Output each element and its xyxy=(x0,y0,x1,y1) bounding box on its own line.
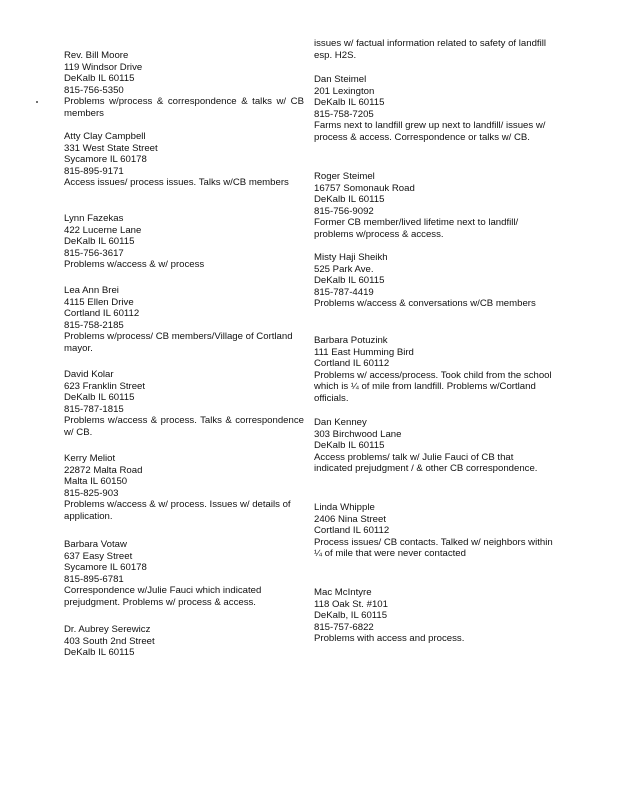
contact-entry xyxy=(314,171,554,241)
contact-name: Lea Ann Brei xyxy=(64,285,119,296)
contact-city: DeKalb IL 60115 xyxy=(64,647,135,659)
contact-city: Malta IL 60150 xyxy=(64,476,128,488)
contact-address: 637 Easy Street xyxy=(64,550,133,562)
contact-entry xyxy=(64,624,304,659)
contact-city: Cortland IL 60112 xyxy=(314,525,390,537)
contact-city: DeKalb IL 60115 xyxy=(314,275,385,287)
contact-note: Problems w/process & correspondence & talks w/ CB members xyxy=(64,96,304,119)
contact-name: Dan Steimel xyxy=(314,74,367,85)
contact-address: 118 Oak St. #101 xyxy=(314,598,388,610)
contact-phone: 815-787-1815 xyxy=(64,403,124,415)
contact-entry xyxy=(314,74,554,144)
contact-note: Problems w/access & w/ process xyxy=(64,259,205,271)
contact-name: Misty Haji Sheikh xyxy=(314,252,388,263)
contact-phone: 815-756-9092 xyxy=(314,205,374,217)
contact-name: Linda Whipple xyxy=(314,502,375,513)
contact-address: 111 East Humming Bird xyxy=(314,346,414,358)
contact-address: 22872 Malta Road xyxy=(64,464,143,476)
contact-address: 119 Windsor Drive xyxy=(64,61,143,73)
contact-name: Roger Steimel xyxy=(314,171,375,182)
contact-phone: 815-756-5350 xyxy=(64,84,124,96)
contact-phone: 815-895-9171 xyxy=(64,165,124,177)
contact-phone: 815-758-7205 xyxy=(314,108,374,120)
contact-address: 201 Lexington xyxy=(314,85,375,97)
contact-address: 16757 Somonauk Road xyxy=(314,182,415,194)
contact-note: Access issues/ process issues. Talks w/CB members xyxy=(64,177,289,189)
contact-note: Problems with access and process. xyxy=(314,633,465,645)
contact-note: Problems w/access & conversations w/CB members xyxy=(314,298,536,310)
contact-entry xyxy=(64,213,304,271)
contact-phone: 815-787-4419 xyxy=(314,286,374,298)
contact-name: Lynn Fazekas xyxy=(64,213,124,224)
contact-name: David Kolar xyxy=(64,369,114,380)
contact-entry xyxy=(314,252,554,310)
contact-note: Problems w/process/ CB members/Village of Cortland mayor. xyxy=(64,331,293,354)
contact-city: Cortland IL 60112 xyxy=(64,308,140,320)
contact-note: Correspondence w/Julie Fauci which indicated prejudgment. Problems w/ process & access. xyxy=(64,585,262,608)
contact-address: 331 West State Street xyxy=(64,142,158,154)
contact-city: DeKalb IL 60115 xyxy=(314,97,385,109)
contact-name: Kerry Meliot xyxy=(64,453,116,464)
contact-note: Process issues/ CB contacts. Talked w/ neighbors within ¼ of mile that were never contacted xyxy=(314,536,553,560)
contact-city: DeKalb IL 60115 xyxy=(64,73,135,85)
contact-note: Access problems/ talk w/ Julie Fauci of CB that indicated prejudgment / & other CB correspondence. xyxy=(314,451,538,475)
contact-city: DeKalb, IL 60115 xyxy=(314,610,388,622)
contact-name: Atty Clay Campbell xyxy=(64,131,146,142)
contact-note: issues w/ factual information related to safety of landfill esp. H2S. xyxy=(314,38,546,61)
contact-note: Problems w/access & w/ process. Issues w/ details of application. xyxy=(64,499,291,522)
contact-phone: 815-895-6781 xyxy=(64,573,124,585)
contact-name: Dr. Aubrey Serewicz xyxy=(64,624,151,635)
contact-entry xyxy=(314,502,554,560)
contact-city: Sycamore IL 60178 xyxy=(64,154,147,166)
contact-entry xyxy=(64,453,304,523)
contact-entry xyxy=(314,417,554,475)
continuation-note xyxy=(314,38,554,61)
contact-name: Dan Kenney xyxy=(314,417,367,428)
contact-phone: 815-757-6822 xyxy=(314,621,374,633)
contact-city: DeKalb IL 60115 xyxy=(314,194,385,206)
contact-address: 303 Birchwood Lane xyxy=(314,428,402,440)
contact-entry xyxy=(314,335,554,405)
contact-entry xyxy=(64,539,304,609)
contact-note: Problems w/ access/process. Took child from the school which is ¼ of mile from landfill. Problems w/Cortland officials. xyxy=(314,369,552,404)
contact-name: Barbara Potuzink xyxy=(314,335,388,346)
contact-address: 403 South 2nd Street xyxy=(64,635,155,647)
contact-name: Mac McIntyre xyxy=(314,587,372,598)
contact-address: 4115 Ellen Drive xyxy=(64,296,134,308)
contact-phone: 815-758-2185 xyxy=(64,319,124,331)
contact-city: DeKalb IL 60115 xyxy=(314,440,385,452)
contact-city: Cortland IL 60112 xyxy=(314,358,390,370)
contact-entry xyxy=(64,369,304,439)
contact-entry xyxy=(64,285,304,355)
contact-note: Problems w/access & process. Talks & correspondence w/ CB. xyxy=(64,415,304,438)
contact-city: DeKalb IL 60115 xyxy=(64,392,135,404)
contact-name: Barbara Votaw xyxy=(64,539,127,550)
contact-phone: 815-825-903 xyxy=(64,487,119,499)
contact-address: 525 Park Ave. xyxy=(314,263,374,275)
contact-note: Farms next to landfill grew up next to landfill/ issues w/ process & access. Correspondence or talks w/ CB. xyxy=(314,120,546,143)
contact-name: Rev. Bill Moore xyxy=(64,50,129,61)
contact-phone: 815-756-3617 xyxy=(64,247,124,259)
contact-note: Former CB member/lived lifetime next to landfill/ problems w/process & access. xyxy=(314,217,519,240)
contact-city: DeKalb IL 60115 xyxy=(64,236,135,248)
contact-address: 623 Franklin Street xyxy=(64,380,146,392)
contact-city: Sycamore IL 60178 xyxy=(64,562,147,574)
contact-address: 422 Lucerne Lane xyxy=(64,224,142,236)
contact-entry xyxy=(314,587,554,645)
contact-entry xyxy=(64,50,304,120)
contact-address: 2406 Nina Street xyxy=(314,513,386,525)
stray-mark xyxy=(36,101,38,103)
contact-entry xyxy=(64,131,304,189)
